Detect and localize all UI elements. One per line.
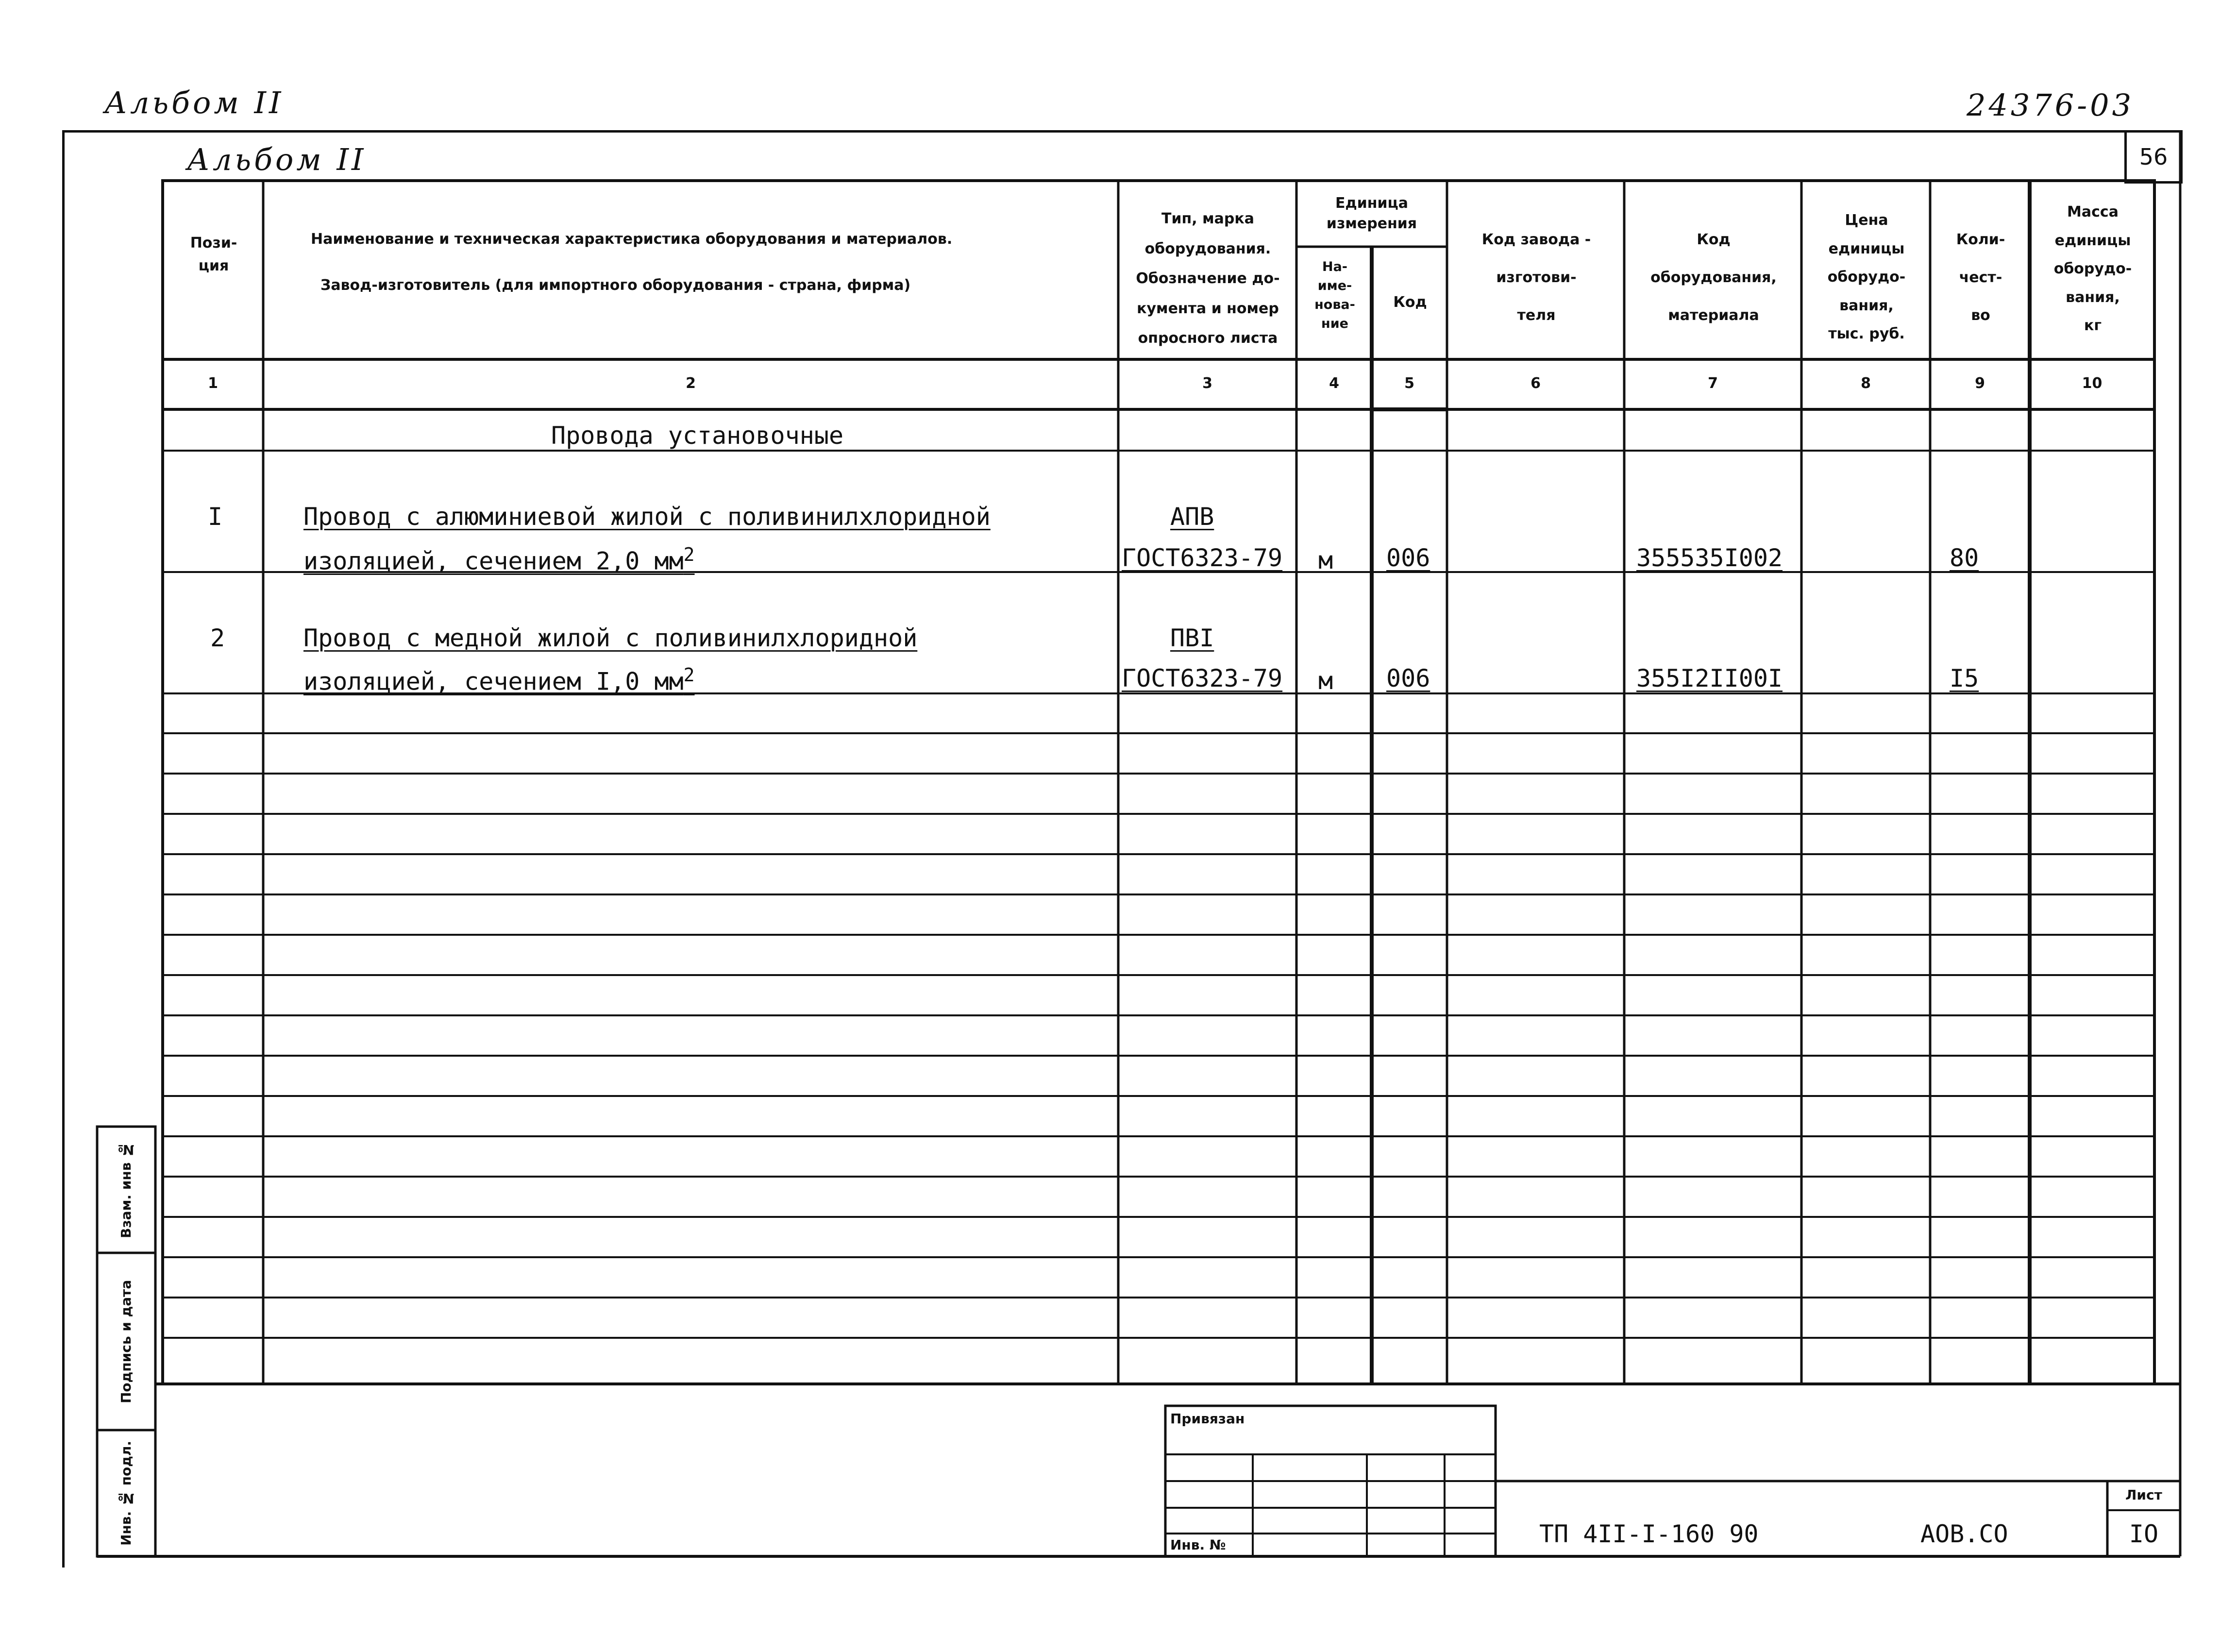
header-type-mark: Тип, марка оборудования. Обозначение до- кумента и номер опросного листа [1136,210,1280,347]
header-name-line2: Завод-изготовитель (для импортного оборудования - страна, фирма) [320,277,911,294]
item-2-type-mark: ПВI [1170,624,1214,652]
item-2-name-line1: Провод с медной жилой с поливинилхлоридной [303,624,918,652]
item-2-document: ГОСТ6323-79 [1122,664,1283,692]
side-stamp-vzam: Взам. инв № [118,1141,134,1238]
document-number: 24376-03 [1967,87,2135,123]
item-2-quantity: I5 [1950,664,1979,692]
col-number-9: 9 [1975,375,1985,392]
side-stamp-podpis: Подпись и дата [118,1280,134,1403]
item-1-position: I [208,503,223,531]
item-1-name-line2: изоляцией, сечением 2,0 $мм^2$ [303,544,695,575]
header-unit-name: На- име- нова- ние [1314,259,1355,332]
album-label-outer: Альбом II [104,85,284,120]
section-title: Провода установочные [551,421,844,450]
project-code: ТП 4II-I-160 90 [1539,1520,1759,1548]
page-number: 56 [2139,144,2168,170]
item-2-position: 2 [210,624,225,652]
item-1-type-mark: АПВ [1170,503,1214,531]
item-1-unit-name: м [1318,546,1333,574]
col-number-5: 5 [1404,375,1414,392]
item-2-unit-name: м [1318,667,1333,695]
item-2-unit-code: 006 [1386,664,1430,692]
header-name-line1: Наименование и техническая характеристика оборудования и материалов. [311,231,953,248]
privyazan-label: Привязан [1170,1411,1245,1427]
col-number-8: 8 [1861,375,1871,392]
sheet-number: IO [2129,1520,2159,1548]
header-unit-code: Код [1393,294,1427,311]
header-price: Цена единицы оборудо- вания, тыс. руб. [1827,212,1906,342]
col-number-2: 2 [686,375,696,392]
header-unit-group: Единица измерения [1326,195,1417,232]
side-stamp-inv: Инв. № подл. [118,1441,134,1546]
item-2-name-line2: изоляцией, сечением I,0 $мм^2$ [303,664,695,696]
item-1-name-line1: Провод с алюминиевой жилой с поливинилхлоридной [303,503,991,531]
col-number-1: 1 [208,375,218,392]
item-1-equipment-code: 355535I002 [1636,544,1783,572]
sheet-label: Лист [2125,1487,2162,1503]
item-1-quantity: 80 [1950,544,1979,572]
document-code: АОВ.СО [1920,1520,2008,1548]
header-position: Пози- ция [190,235,237,274]
col-number-10: 10 [2082,375,2102,392]
item-1-document: ГОСТ6323-79 [1122,544,1283,572]
col-number-7: 7 [1708,375,1718,392]
col-number-3: 3 [1202,375,1212,392]
col-number-4: 4 [1329,375,1339,392]
inv-no-label: Инв. № [1170,1537,1226,1553]
album-label-inner: Альбом II [187,142,367,177]
header-mass: Масса единицы оборудо- вания, кг [2053,203,2132,334]
col-number-6: 6 [1531,375,1541,392]
header-equipment-code: Код оборудования, материала [1650,231,1777,324]
header-factory-code: Код завода - изготови- теля [1481,231,1591,324]
item-1-unit-code: 006 [1386,544,1430,572]
header-quantity: Коли- чест- во [1956,231,2005,324]
item-2-equipment-code: 355I2II00I [1636,664,1783,692]
